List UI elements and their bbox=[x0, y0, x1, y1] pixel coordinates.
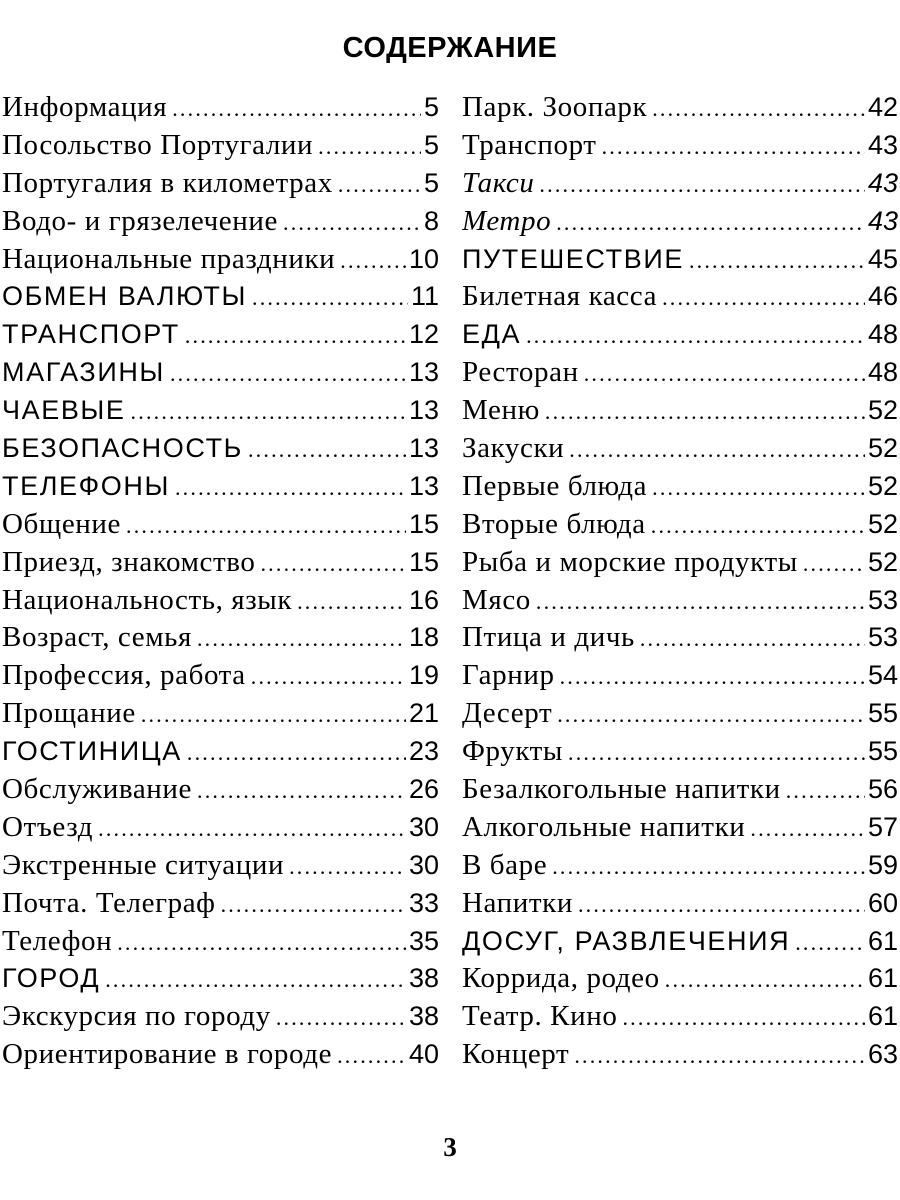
toc-entry-page: 30 bbox=[408, 811, 439, 842]
toc-entry-title: Парк. Зоопарк bbox=[462, 91, 648, 123]
toc-entry-page: 57 bbox=[867, 811, 898, 842]
toc-entry-page: 56 bbox=[867, 774, 898, 805]
dot-leader bbox=[665, 961, 865, 998]
toc-entry-page: 5 bbox=[423, 129, 439, 160]
page-number: 3 bbox=[443, 1132, 457, 1162]
toc-entry-title: Транспорт bbox=[462, 128, 597, 161]
dot-leader bbox=[556, 204, 865, 241]
dot-leader bbox=[602, 128, 865, 165]
page-title: СОДЕРЖАНИЕ bbox=[342, 32, 558, 64]
toc-entry-title: ГОСТИНИЦА bbox=[2, 736, 182, 767]
toc-entry-page: 13 bbox=[408, 470, 439, 501]
toc-entry-title: Обслуживание bbox=[2, 773, 193, 806]
toc-entry bbox=[2, 582, 439, 620]
toc-entry-title: ТРАНСПОРТ bbox=[2, 319, 180, 350]
dot-leader bbox=[221, 886, 406, 923]
toc-entry bbox=[462, 316, 898, 354]
dot-leader bbox=[803, 545, 865, 582]
toc-entry-page: 23 bbox=[408, 736, 439, 767]
toc-entry-title: Меню bbox=[462, 394, 540, 427]
toc-entry bbox=[462, 960, 898, 998]
dot-leader bbox=[172, 90, 421, 127]
toc-entry-page: 40 bbox=[408, 1039, 439, 1070]
toc-entry-page: 18 bbox=[408, 622, 439, 653]
toc-entry bbox=[2, 1036, 439, 1074]
toc-entry-title: Вторые блюда bbox=[462, 507, 646, 540]
dot-leader bbox=[338, 166, 421, 203]
dot-leader bbox=[526, 317, 865, 354]
dot-leader bbox=[560, 658, 865, 695]
toc-entry-title: Безалкогольные напитки bbox=[462, 773, 781, 806]
toc-entry-page: 43 bbox=[867, 205, 898, 236]
dot-leader bbox=[557, 696, 865, 733]
toc-entry-page: 43 bbox=[867, 129, 898, 160]
toc-entry-page: 54 bbox=[867, 660, 898, 691]
toc-entry bbox=[462, 354, 898, 392]
toc-entry-title: Посольство Португалии bbox=[2, 128, 314, 161]
toc-entry-title: Мясо bbox=[462, 583, 531, 616]
dot-leader bbox=[536, 583, 865, 620]
toc-entry-title: Национальные праздники bbox=[2, 242, 336, 275]
dot-leader bbox=[750, 810, 865, 847]
toc-entry-title: Информация bbox=[2, 91, 168, 123]
dot-leader bbox=[545, 393, 865, 430]
toc-entry bbox=[2, 544, 439, 582]
toc-entry-page: 38 bbox=[408, 1001, 439, 1032]
toc-entry-title: ПУТЕШЕСТВИЕ bbox=[462, 243, 684, 274]
dot-leader bbox=[248, 431, 406, 468]
toc-entry-page: 61 bbox=[867, 925, 898, 956]
toc-entry-title: Закуски bbox=[462, 432, 565, 465]
dot-leader bbox=[689, 242, 865, 279]
toc-entry-title: ЕДА bbox=[462, 319, 522, 350]
toc-entry bbox=[2, 695, 439, 733]
toc-entry-title: ЧАЕВЫЕ bbox=[2, 395, 126, 426]
toc-entry bbox=[462, 733, 898, 771]
toc-entry-page: 38 bbox=[408, 963, 439, 994]
toc-entry-page: 52 bbox=[867, 470, 898, 501]
toc-entry bbox=[2, 392, 439, 430]
toc-entry bbox=[462, 506, 898, 544]
toc-entry bbox=[462, 771, 898, 809]
toc-entry-title: Концерт bbox=[462, 1038, 570, 1071]
toc-entry bbox=[2, 506, 439, 544]
toc-entry bbox=[2, 771, 439, 809]
toc-entry bbox=[2, 203, 439, 241]
toc-entry-title: Телефон bbox=[2, 924, 113, 957]
toc-entry-title: Почта. Телеграф bbox=[2, 886, 216, 919]
toc-entry-title: Билетная касса bbox=[462, 280, 658, 313]
toc-entry-page: 33 bbox=[408, 887, 439, 918]
toc-entry-page: 19 bbox=[408, 660, 439, 691]
dot-leader bbox=[289, 848, 406, 885]
toc-entry-page: 60 bbox=[867, 887, 898, 918]
toc-entry-title: Рыба и морские продукты bbox=[462, 545, 798, 578]
toc-entry-title: ТЕЛЕФОНЫ bbox=[2, 470, 170, 501]
dot-leader bbox=[141, 696, 406, 733]
toc-entry-title: Ориентирование в городе bbox=[2, 1038, 333, 1071]
toc-entry bbox=[2, 960, 439, 998]
toc-entry-page: 35 bbox=[408, 925, 439, 956]
toc-entry-page: 26 bbox=[408, 774, 439, 805]
toc-entry bbox=[2, 127, 439, 165]
toc-entry-title: Гарнир bbox=[462, 659, 555, 692]
toc-entry-title: Алкогольные напитки bbox=[462, 810, 746, 843]
dot-leader bbox=[552, 848, 865, 885]
dot-leader bbox=[105, 961, 406, 998]
dot-leader bbox=[197, 620, 406, 657]
dot-leader bbox=[652, 469, 865, 506]
toc-entry-title: Прощание bbox=[2, 697, 136, 730]
toc-entry-title: Первые блюда bbox=[462, 469, 648, 502]
toc-entry-page: 61 bbox=[867, 1001, 898, 1032]
toc-entry-page: 10 bbox=[408, 243, 439, 274]
dot-leader bbox=[337, 1037, 406, 1074]
toc-entry-title: В баре bbox=[462, 848, 548, 881]
toc-entry-title: Экстренные ситуации bbox=[2, 848, 285, 881]
toc-entry bbox=[462, 127, 898, 165]
dot-leader bbox=[539, 166, 865, 203]
toc-entry bbox=[462, 847, 898, 885]
toc-entry-page: 16 bbox=[408, 584, 439, 615]
toc-entry bbox=[2, 278, 439, 316]
toc-entry-page: 55 bbox=[867, 698, 898, 729]
dot-leader bbox=[187, 734, 406, 771]
dot-leader bbox=[117, 924, 406, 961]
toc-entry bbox=[2, 241, 439, 279]
toc-entry bbox=[462, 998, 898, 1036]
toc-entry-page: 30 bbox=[408, 849, 439, 880]
toc-entry-page: 21 bbox=[408, 698, 439, 729]
dot-leader bbox=[251, 658, 406, 695]
toc-entry bbox=[2, 316, 439, 354]
toc-entry bbox=[462, 1036, 898, 1074]
toc-entry bbox=[2, 847, 439, 885]
toc-entry bbox=[462, 203, 898, 241]
toc-entry-title: БЕЗОПАСНОСТЬ bbox=[2, 433, 243, 464]
toc-entry-page: 15 bbox=[408, 546, 439, 577]
toc-entry bbox=[462, 468, 898, 506]
dot-leader bbox=[622, 999, 864, 1036]
toc-entry bbox=[462, 582, 898, 620]
toc-entry-title: Ресторан bbox=[462, 356, 579, 389]
dot-leader bbox=[584, 355, 865, 392]
dot-leader bbox=[98, 810, 406, 847]
toc-entry-page: 11 bbox=[410, 281, 439, 312]
toc-entry-page: 52 bbox=[867, 546, 898, 577]
toc-entry-title: Птица и дичь bbox=[462, 621, 635, 654]
toc-entry bbox=[462, 809, 898, 847]
toc-entry-page: 63 bbox=[867, 1039, 898, 1070]
toc-entry bbox=[2, 657, 439, 695]
toc-entry-title: Приезд, знакомство bbox=[2, 545, 256, 578]
toc-entry-title: ДОСУГ, РАЗВЛЕЧЕНИЯ bbox=[462, 925, 791, 956]
toc-entry-page: 5 bbox=[423, 167, 439, 198]
dot-leader bbox=[276, 999, 406, 1036]
toc-entry-title: ОБМЕН ВАЛЮТЫ bbox=[2, 281, 248, 312]
toc-entry bbox=[462, 923, 898, 961]
toc-entry-page: 15 bbox=[408, 508, 439, 539]
toc-entry-title: Отъезд bbox=[2, 810, 94, 843]
toc-entry bbox=[462, 165, 898, 203]
dot-leader bbox=[185, 317, 406, 354]
toc-entry-page: 48 bbox=[867, 357, 898, 388]
toc-entry bbox=[2, 430, 439, 468]
dot-leader bbox=[131, 393, 406, 430]
dot-leader bbox=[340, 242, 406, 279]
dot-leader bbox=[578, 886, 865, 923]
toc-entry-page: 5 bbox=[423, 92, 439, 122]
toc-entry-page: 53 bbox=[867, 622, 898, 653]
dot-leader bbox=[175, 469, 406, 506]
toc-entry-title: Коррида, родео bbox=[462, 962, 660, 995]
toc-entry-title: ГОРОД bbox=[2, 963, 101, 994]
toc-entry-page: 59 bbox=[867, 849, 898, 880]
toc-entry-page: 52 bbox=[867, 433, 898, 464]
toc-entry bbox=[2, 733, 439, 771]
toc-entry-page: 42 bbox=[867, 92, 898, 122]
toc-entry bbox=[2, 165, 439, 203]
toc-entry-page: 55 bbox=[867, 736, 898, 767]
toc-entry bbox=[462, 392, 898, 430]
toc-right-column bbox=[462, 89, 898, 1074]
toc-entry-page: 61 bbox=[867, 963, 898, 994]
toc-entry-title: Экскурсия по городу bbox=[2, 1000, 271, 1033]
toc-entry-page: 43 bbox=[867, 167, 898, 198]
toc-entry-title: МАГАЗИНЫ bbox=[2, 357, 165, 388]
toc-entry bbox=[462, 89, 898, 127]
toc-entry-page: 13 bbox=[408, 357, 439, 388]
toc-entry bbox=[462, 430, 898, 468]
toc-entry-title: Метро bbox=[462, 204, 552, 237]
toc-entry-page: 13 bbox=[408, 395, 439, 426]
toc-entry bbox=[2, 354, 439, 392]
dot-leader bbox=[574, 1037, 865, 1074]
toc-entry-page: 53 bbox=[867, 584, 898, 615]
toc-entry-title: Водо- и грязелечение bbox=[2, 204, 278, 237]
toc-entry bbox=[2, 809, 439, 847]
toc-entry bbox=[462, 241, 898, 279]
toc-entry-page: 8 bbox=[423, 205, 439, 236]
toc-entry bbox=[462, 619, 898, 657]
toc-entry-title: Профессия, работа bbox=[2, 659, 246, 692]
toc-entry-page: 52 bbox=[867, 508, 898, 539]
toc-entry bbox=[2, 998, 439, 1036]
dot-leader bbox=[170, 355, 406, 392]
toc-entry bbox=[2, 89, 439, 127]
toc-entry-title: Возраст, семья bbox=[2, 621, 192, 654]
dot-leader bbox=[260, 545, 405, 582]
toc-entry-title: Португалия в километрах bbox=[2, 166, 333, 199]
dot-leader bbox=[252, 279, 408, 316]
toc-entry-title: Фрукты bbox=[462, 735, 563, 768]
dot-leader bbox=[569, 431, 865, 468]
toc-entry bbox=[462, 544, 898, 582]
dot-leader bbox=[640, 620, 865, 657]
toc-entry bbox=[462, 695, 898, 733]
toc-entry-title: Национальность, язык bbox=[2, 583, 293, 616]
toc-entry bbox=[2, 468, 439, 506]
toc-entry bbox=[462, 885, 898, 923]
toc-entry-page: 45 bbox=[867, 243, 898, 274]
dot-leader bbox=[283, 204, 421, 241]
toc-entry-title: Такси bbox=[462, 166, 535, 199]
toc-entry-page: 12 bbox=[408, 319, 439, 350]
toc-entry bbox=[2, 885, 439, 923]
toc-left-column bbox=[2, 89, 439, 1074]
toc-entry-page: 46 bbox=[867, 281, 898, 312]
dot-leader bbox=[651, 507, 865, 544]
dot-leader bbox=[297, 583, 406, 620]
toc-entry-title: Общение bbox=[2, 507, 122, 540]
toc-entry-title: Напитки bbox=[462, 886, 573, 919]
toc-entry-page: 13 bbox=[408, 433, 439, 464]
toc-entry-title: Театр. Кино bbox=[462, 1000, 618, 1033]
dot-leader bbox=[786, 772, 865, 809]
dot-leader bbox=[652, 90, 865, 127]
toc-entry bbox=[462, 278, 898, 316]
dot-leader bbox=[318, 128, 421, 165]
dot-leader bbox=[126, 507, 406, 544]
toc-entry bbox=[462, 657, 898, 695]
toc-entry-page: 52 bbox=[867, 395, 898, 426]
dot-leader bbox=[197, 772, 406, 809]
dot-leader bbox=[795, 924, 865, 961]
toc-entry bbox=[2, 619, 439, 657]
toc-entry-title: Десерт bbox=[462, 697, 553, 730]
toc-entry bbox=[2, 923, 439, 961]
dot-leader bbox=[662, 279, 865, 316]
dot-leader bbox=[568, 734, 865, 771]
toc-entry-page: 48 bbox=[867, 319, 898, 350]
